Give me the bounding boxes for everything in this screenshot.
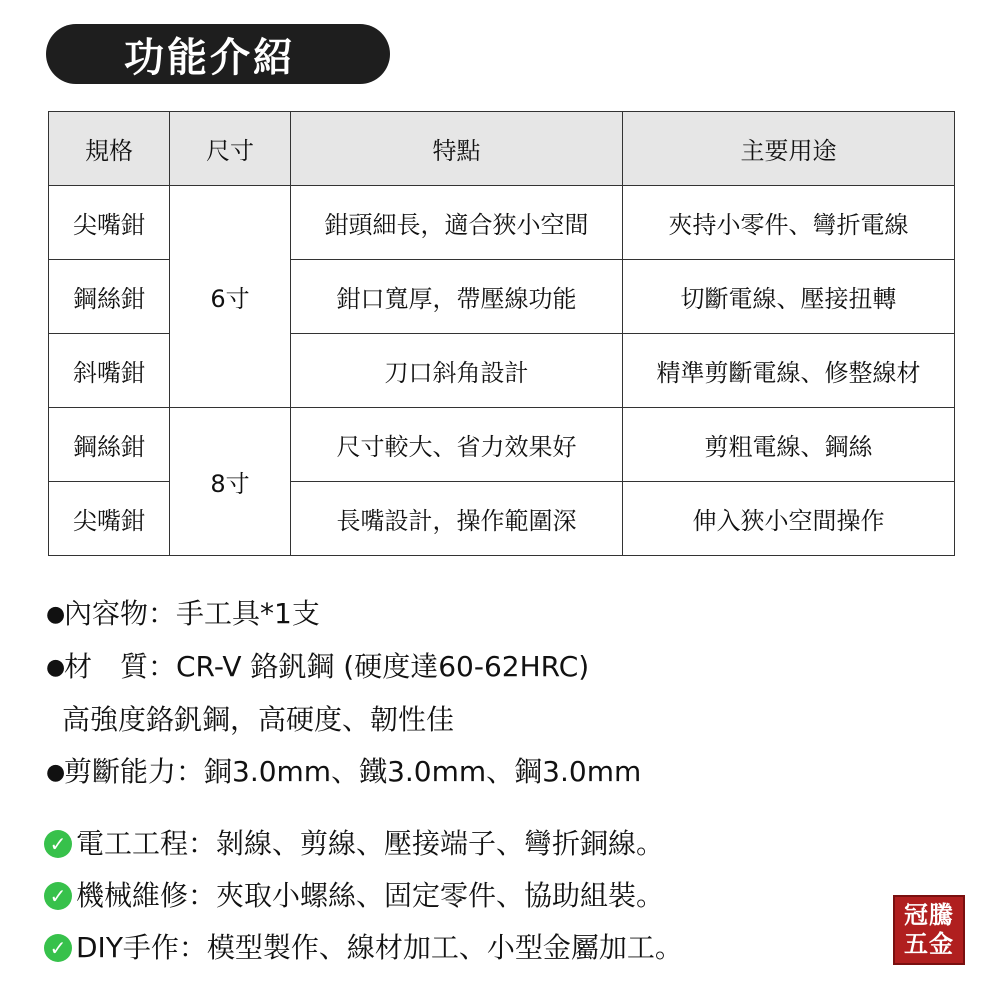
check-circle-icon: ✓ <box>44 882 72 910</box>
feature-cell: 尺寸較大、省力效果好 <box>291 408 623 482</box>
list-item: ✓ DIY手作：模型製作、線材加工、小型金屬加工。 <box>44 922 894 974</box>
usage-cell: 剪粗電線、鋼絲 <box>623 408 955 482</box>
table-row <box>49 186 955 260</box>
check-circle-icon: ✓ <box>44 934 72 962</box>
feature-cell: 鉗口寬厚，帶壓線功能 <box>291 260 623 334</box>
note-contents: ●內容物：手工具*1支 <box>46 588 966 641</box>
logo-line-1: 冠騰 <box>904 901 954 929</box>
table-row <box>49 408 955 482</box>
note-material-detail: 高強度鉻釩鋼，高硬度、韌性佳 <box>62 703 455 736</box>
usage-list <box>44 818 894 974</box>
feature-cell: 長嘴設計，操作範圍深 <box>291 482 623 556</box>
header-spec: 規格 <box>49 112 170 186</box>
brand-logo <box>893 895 965 965</box>
feature-cell: 刀口斜角設計 <box>291 334 623 408</box>
feature-cell: 鉗頭細長，適合狹小空間 <box>291 186 623 260</box>
table-header-row <box>49 112 955 186</box>
section-title: 功能介紹 <box>124 34 296 81</box>
list-item: ✓ 機械維修：夾取小螺絲、固定零件、協助組裝。 <box>44 870 894 922</box>
spec-cell: 尖嘴鉗 <box>49 186 170 260</box>
note-material: ●材 質：CR-V 鉻釩鋼 (硬度達60-62HRC) <box>46 641 966 694</box>
black-dot-icon: ● <box>46 760 66 785</box>
black-dot-icon: ● <box>46 602 66 627</box>
usage-cell: 夾持小零件、彎折電線 <box>623 186 955 260</box>
spec-cell: 尖嘴鉗 <box>49 482 170 556</box>
spec-table <box>48 111 955 556</box>
usage-cell: 精準剪斷電線、修整線材 <box>623 334 955 408</box>
check-circle-icon: ✓ <box>44 830 72 858</box>
list-item: ✓ 電工工程：剝線、剪線、壓接端子、彎折銅線。 <box>44 818 894 870</box>
product-notes <box>46 588 966 799</box>
usage-cell: 伸入狹小空間操作 <box>623 482 955 556</box>
header-usage: 主要用途 <box>623 112 955 186</box>
spec-cell: 鋼絲鉗 <box>49 260 170 334</box>
usage-cell: 切斷電線、壓接扭轉 <box>623 260 955 334</box>
section-title-banner <box>46 24 390 84</box>
spec-cell: 斜嘴鉗 <box>49 334 170 408</box>
note-cutting: ●剪斷能力：銅3.0mm、鐵3.0mm、鋼3.0mm <box>46 746 966 799</box>
size-cell-6: 6寸 <box>170 186 291 408</box>
header-size: 尺寸 <box>170 112 291 186</box>
spec-cell: 鋼絲鉗 <box>49 408 170 482</box>
header-feature: 特點 <box>291 112 623 186</box>
size-cell-8: 8寸 <box>170 408 291 556</box>
logo-line-2: 五金 <box>904 930 954 958</box>
black-dot-icon: ● <box>46 655 66 680</box>
